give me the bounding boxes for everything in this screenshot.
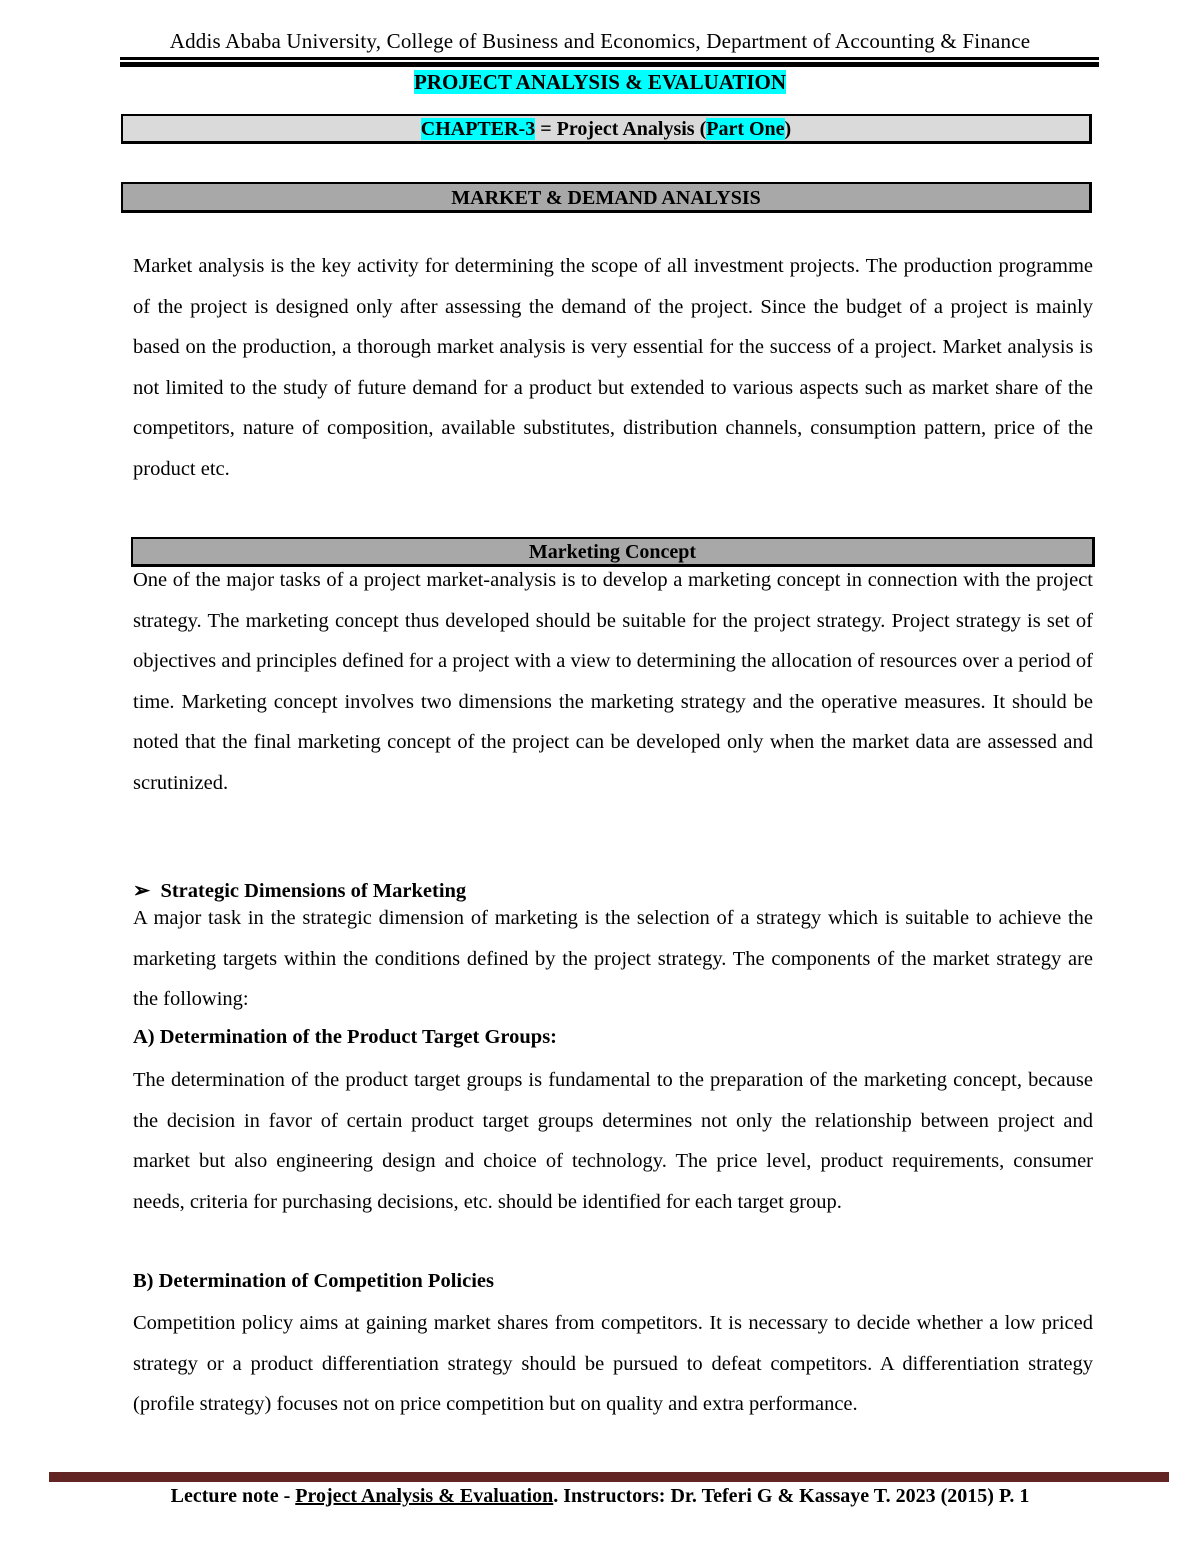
- strategic-heading-text: Strategic Dimensions of Marketing: [160, 880, 467, 902]
- section-banner: MARKET & DEMAND ANALYSIS: [121, 182, 1092, 213]
- paragraph-target-groups: The determination of the product target groups is fundamental to the preparation of the marketing concept, because the decision in favor of certain product target groups determines not only the relationship between project and market but also engineering design and choice of technology. The price level, product requirements, consumer needs, criteria for purchasing decisions, etc. should be identified for each target group.: [133, 1069, 1093, 1213]
- footer-bar: [49, 1472, 1169, 1482]
- paragraph-competition: Competition policy aims at gaining market shares from competitors. It is necessary to decide whether a low priced strategy or a product differentiation strategy should be pursued to defeat competitors. A differentiation strategy (profile strategy) focuses not on price competition but on quality and extra performance.: [133, 1312, 1093, 1416]
- document-title: [0, 70, 1200, 95]
- running-header: Addis Ababa University, College of Business and Economics, Department of Accounting & Finance: [169, 29, 1031, 53]
- marketing-concept-banner: Marketing Concept: [131, 537, 1095, 567]
- title-text: PROJECT ANALYSIS & EVALUATION: [413, 70, 787, 94]
- paragraph-marketing-concept: One of the major tasks of a project market-analysis is to develop a marketing concept in connection with the project strategy. The marketing concept thus developed should be suitable for the project strategy. Project strategy is set of objectives and principles defined for a project with a view to determining the allocation of resources over a period of time. Marketing concept involves two dimensions the marketing strategy and the operative measures. It should be noted that the final marketing concept of the project can be developed only when the market data are assessed and scrutinized.: [133, 569, 1093, 794]
- chapter-close: ): [784, 118, 792, 140]
- chapter-sep: = Project Analysis (: [535, 118, 707, 140]
- header-rule: [120, 57, 1099, 60]
- footer-link: Project Analysis & Evaluation: [295, 1485, 554, 1507]
- footer-suffix: . Instructors: Dr. Teferi G & Kassaye T. 2023 (2015) P. 1: [553, 1485, 1030, 1507]
- paragraph-market-analysis: Market analysis is the key activity for determining the scope of all investment projects. The production programme of the project is designed only after assessing the demand of the project. Since the budget of a project is mainly based on the production, a thorough market analysis is very essential for the success of a project. Market analysis is not limited to the study of future demand for a product but extended to various aspects such as market share of the competitors, nature of composition, available substitutes, distribution channels, consumption pattern, price of the product etc.: [133, 255, 1093, 480]
- header-rule-thick: [120, 62, 1099, 67]
- footer: [0, 1485, 1200, 1508]
- paragraph-strategic: A major task in the strategic dimension of marketing is the selection of a strategy which is suitable to achieve the marketing targets within the conditions defined by the project strategy. The components of the market strategy are the following:: [133, 907, 1093, 1011]
- chapter-part: Part One: [706, 118, 785, 140]
- chapter-banner: [121, 114, 1092, 144]
- chapter-label: CHAPTER-3: [420, 118, 536, 140]
- heading-a: A) Determination of the Product Target Groups:: [133, 1026, 558, 1048]
- arrow-bullet-icon: ➢: [133, 880, 151, 902]
- footer-prefix: Lecture note -: [170, 1485, 296, 1507]
- heading-b: B) Determination of Competition Policies: [133, 1270, 494, 1292]
